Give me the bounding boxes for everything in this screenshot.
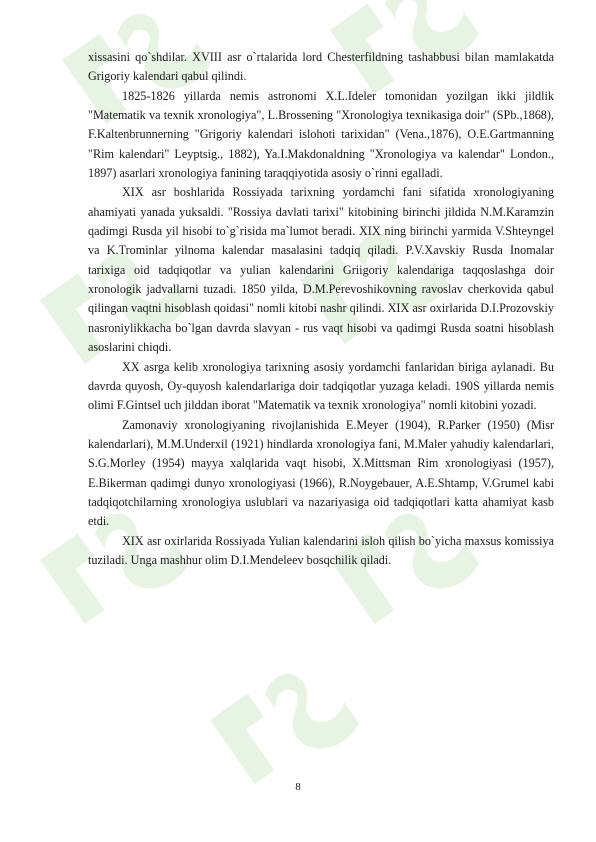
paragraph: XIX asr boshlarida Rossiyada tarixning yordamchi fani sifatida xronologiyaning ahamiyati yanada yuksaldi. "Rossiya davlati tarixi" kitobining birinchi jildida N.M.Karamzin qadimgi Rusda yil hisobi to`g`risida ma`lumot beradi. XIX ning birinchi yarmida V.Shteyngel va K.Trominlar yilnoma kalendar masalasini tadqiq qiladi. P.V.Xavskiy Rusda Inomalar tarixiga oid tadqiqotlar va yulian kalendarini Griigoriy kalendariga taqqoslashga doir xronologik jadvallarni tuzadi. 1850 yilda, D.M.Perevoshikovning ravoslav cherkovida qabul qilingan vaqtni hisoblash qoidasi" nomli kitobi nashr qilindi. XIX asr oxirlarida D.I.Prozovskiy nasroniylikkacha bo`lgan davrda slavyan - rus vaqt hisobi va qadimgi Rusda soatni hisoblash asoslarini chiqdi. [88, 185, 554, 355]
paragraph: Zamonaviy xronologiyaning rivojlanishida E.Meyer (1904), R.Parker (1950) (Misr kalendarlari), M.M.Underxil (1921) hindlarda xronologiya fani, M.Maler yahudiy kalendarlari, S.G.Morley (1954) mayya xalqlarida vaqt hisobi, X.Mittsman Rim xronologiyasi (1957), E.Bikerman qadimgi dunyo xronologiyasi (1966), R.Noygebauer, A.E.Shtamp, V.Grumel kabi tadqiqotchilarning xronologiya uslublari va nazariyasiga oid tadqiqotlari katta ahamiyat kasb etdi. [88, 417, 554, 529]
watermark-glyph [210, 651, 362, 797]
paragraph-continued: xissasini qo`shdilar. XVIII asr o`rtalarida lord Chesterfildning tashabbusi bilan mamlakatda Grigoriy kalendari qabul qilindi. [88, 50, 554, 84]
paragraph: 1825-1826 yillarda nemis astronomi X.L.Ideler tomonidan yozilgan ikki jildlik "Matematik va texnik xronologiya", L.Brossening "Xronologiya texnikasiga doir" (SPb.,1868), F.Kaltenbrunnerning "Grigoriy kalendari islohoti tarixidan" (Vena.,1876), O.E.Gartmanning "Rim kalendari" Leyptsig., 1882), Ya.I.Makdonaldning "Xronologiya va kalendar" London., 1897) asarlari xronologiya fanining taraqqiyotida asosiy o`rinni egalladi. [88, 88, 554, 181]
page-body [88, 48, 554, 570]
paragraph: XIX asr oxirlarida Rossiyada Yulian kalendarini isloh qilish bo`yicha maxsus komissiya tuziladi. Unga mashhur olim D.I.Mendeleev bosqchilik qiladi. [88, 533, 554, 567]
page-number: 8 [295, 781, 301, 793]
paragraph: XX asrga kelib xronologiya tarixning asosiy yordamchi fanlaridan biriga aylanadi. Bu davrda quyosh, Oy-quyosh kalendarlariga doir tadqiqotlar yuzaga keladi. 190S yillarda nemis olimi F.Gintsel uch jilddan iborat "Matematik va texnik xronologiya" nomli kitobini yozadi. [88, 359, 554, 413]
